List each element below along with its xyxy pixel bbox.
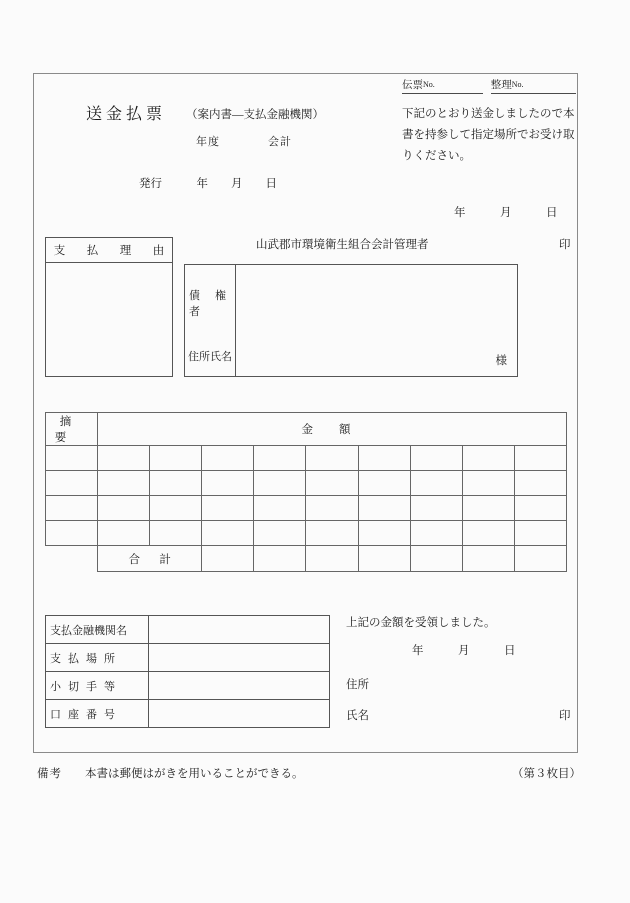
digit-cell[interactable] <box>254 471 306 496</box>
bank-row-input[interactable] <box>149 700 330 728</box>
bank-row-label: 支払金融機関名 <box>46 616 149 644</box>
digit-cell[interactable] <box>150 496 202 521</box>
digit-cell[interactable] <box>358 496 410 521</box>
footer-note-text: 本書は郵便はがきを用いることができる。 <box>85 768 304 780</box>
total-digit-cell[interactable] <box>358 546 410 572</box>
digit-cell[interactable] <box>514 496 566 521</box>
table-row <box>46 446 567 471</box>
digit-cell[interactable] <box>358 521 410 546</box>
digit-cell[interactable] <box>358 446 410 471</box>
digit-cell[interactable] <box>462 471 514 496</box>
total-row-spacer <box>46 546 98 572</box>
amount-table-header-row <box>46 413 567 446</box>
control-no-field[interactable] <box>491 81 576 94</box>
notice-date-line: 年 月 日 <box>454 207 558 219</box>
digit-cell[interactable] <box>98 471 150 496</box>
control-no-suffix: No. <box>511 80 524 89</box>
total-digit-cell[interactable] <box>202 546 254 572</box>
digit-cell[interactable] <box>514 471 566 496</box>
digit-cell[interactable] <box>462 521 514 546</box>
digit-cell[interactable] <box>202 496 254 521</box>
fiscal-year-line: 年度 会計 <box>196 136 292 148</box>
control-no-label: 整理 <box>490 80 512 91</box>
organization-name: 山武郡市環境衛生組合会計管理者 <box>256 239 429 251</box>
form-outer-frame <box>33 73 578 753</box>
receipt-seal-label: 印 <box>559 710 571 722</box>
bank-row-input[interactable] <box>149 672 330 700</box>
description-cell[interactable] <box>46 446 98 471</box>
total-digit-cell[interactable] <box>514 546 566 572</box>
bank-info-body <box>46 616 330 728</box>
digit-cell[interactable] <box>202 446 254 471</box>
notice-text: 下記のとおり送金しましたので本書を持参して指定場所でお受け取りください。 <box>402 108 575 162</box>
digit-cell[interactable] <box>514 521 566 546</box>
digit-cell[interactable] <box>306 446 358 471</box>
description-cell[interactable] <box>46 521 98 546</box>
bank-info-row <box>46 672 330 700</box>
receipt-address-label: 住所 <box>346 679 369 691</box>
creditor-address-name-label: 住所氏名 <box>188 351 232 363</box>
footer-note-label: 備考 <box>37 768 62 780</box>
table-row <box>46 471 567 496</box>
digit-cell[interactable] <box>306 496 358 521</box>
digit-cell[interactable] <box>410 471 462 496</box>
bank-row-input[interactable] <box>149 616 330 644</box>
digit-cell[interactable] <box>254 446 306 471</box>
digit-cell[interactable] <box>150 521 202 546</box>
creditor-honorific: 様 <box>495 355 507 367</box>
digit-cell[interactable] <box>514 446 566 471</box>
digit-cell[interactable] <box>150 446 202 471</box>
table-row <box>46 496 567 521</box>
column-header-description: 摘要 <box>46 413 98 446</box>
description-cell[interactable] <box>46 496 98 521</box>
footer-page-marker: （第３枚目） <box>512 768 581 780</box>
page-title-subtitle: （案内書—支払金融機関） <box>186 109 324 121</box>
payment-reason-header: 支 払 理 由 <box>46 238 172 263</box>
column-header-amount: 金額 <box>98 413 567 446</box>
creditor-label-column <box>185 265 241 376</box>
total-digit-cell[interactable] <box>410 546 462 572</box>
amount-table-body <box>46 413 567 572</box>
creditor-input[interactable] <box>236 265 517 376</box>
bank-info-row <box>46 616 330 644</box>
page-title: 送金払票 <box>86 106 167 123</box>
digit-cell[interactable] <box>202 471 254 496</box>
digit-cell[interactable] <box>462 446 514 471</box>
receipt-statement: 上記の金額を受領しました。 <box>346 617 496 629</box>
digit-cell[interactable] <box>254 521 306 546</box>
digit-cell[interactable] <box>410 496 462 521</box>
digit-cell[interactable] <box>98 496 150 521</box>
bank-info-row <box>46 700 330 728</box>
bank-info-row <box>46 644 330 672</box>
digit-cell[interactable] <box>98 446 150 471</box>
description-cell[interactable] <box>46 471 98 496</box>
voucher-no-label: 伝票 <box>402 80 423 91</box>
digit-cell[interactable] <box>150 471 202 496</box>
voucher-no-suffix: No. <box>423 80 435 89</box>
payment-reason-box <box>45 237 173 377</box>
total-digit-cell[interactable] <box>462 546 514 572</box>
voucher-no-field[interactable] <box>402 81 483 94</box>
receipt-date-line: 年 月 日 <box>412 645 516 657</box>
amount-table <box>45 412 567 572</box>
digit-cell[interactable] <box>410 521 462 546</box>
creditor-box <box>184 264 518 377</box>
issue-date-line: 発行 年 月 日 <box>139 178 277 190</box>
total-label: 合 計 <box>98 546 202 572</box>
digit-cell[interactable] <box>410 446 462 471</box>
digit-cell[interactable] <box>202 521 254 546</box>
digit-cell[interactable] <box>98 521 150 546</box>
digit-cell[interactable] <box>462 496 514 521</box>
amount-table-total-row <box>46 546 567 572</box>
bank-row-label: 支払場所 <box>46 644 149 672</box>
table-row <box>46 521 567 546</box>
digit-cell[interactable] <box>306 521 358 546</box>
slip-number-row <box>402 81 576 94</box>
digit-cell[interactable] <box>254 496 306 521</box>
digit-cell[interactable] <box>306 471 358 496</box>
receipt-name-label: 氏名 <box>346 710 369 722</box>
bank-row-label: 口座番号 <box>46 700 149 728</box>
total-digit-cell[interactable] <box>306 546 358 572</box>
bank-row-input[interactable] <box>149 644 330 672</box>
bank-row-label: 小切手等 <box>46 672 149 700</box>
creditor-label: 債 権 者 <box>189 290 241 318</box>
bank-info-table <box>45 615 330 728</box>
total-digit-cell[interactable] <box>254 546 306 572</box>
footer-note <box>37 765 304 781</box>
payment-reason-input[interactable] <box>46 263 172 401</box>
digit-cell[interactable] <box>358 471 410 496</box>
organization-seal-label: 印 <box>559 239 571 251</box>
